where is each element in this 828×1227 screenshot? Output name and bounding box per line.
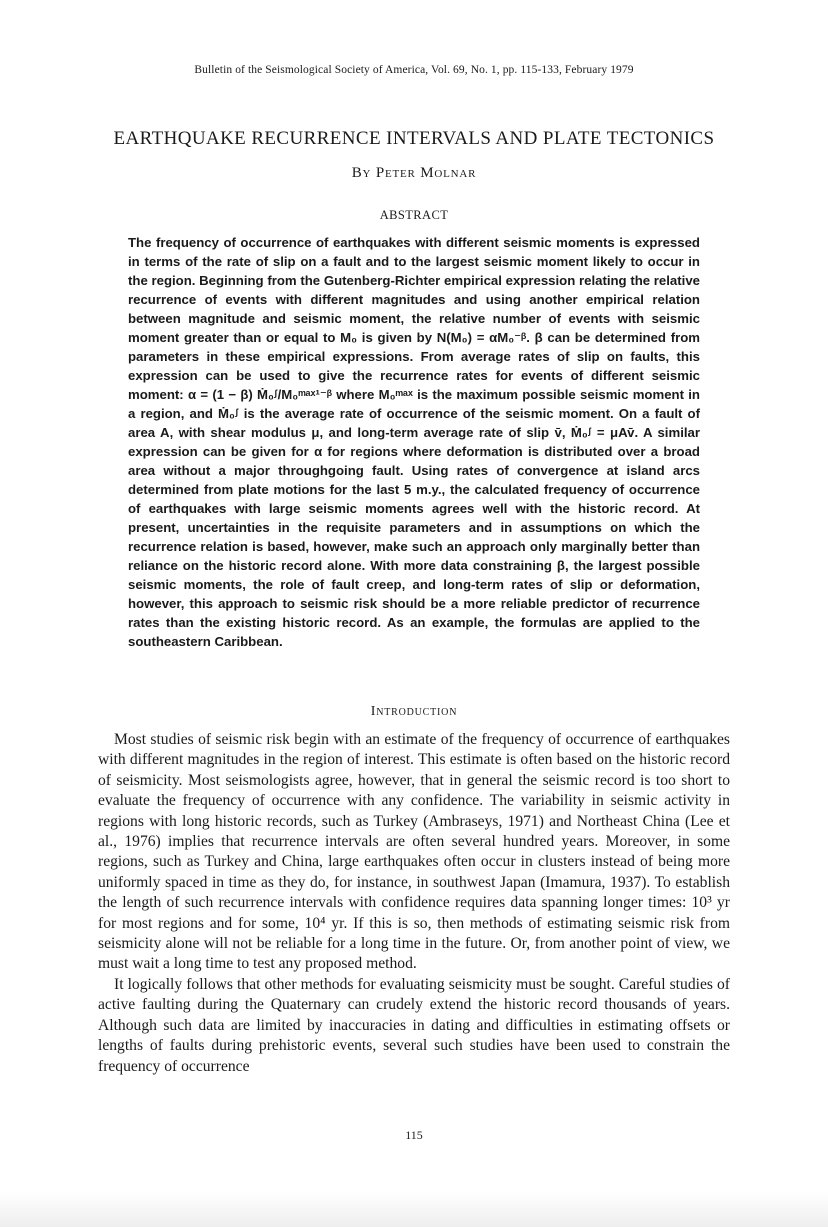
introduction-body xyxy=(98,730,730,1077)
abstract-heading: ABSTRACT xyxy=(379,208,449,222)
body-paragraph: It logically follows that other methods for evaluating seismicity must be sought. Careful studies of active faulting during the Quaternary can crudely extend the historic record thousands of years. Although such data are limited by inaccuracies in dating and difficulties in estimating offsets or lengths of faults during prehistoric events, several such studies have been used to constrain the frequency of occurrence xyxy=(98,975,730,1075)
journal-header: Bulletin of the Seismological Society of America, Vol. 69, No. 1, pp. 115-133, February 1979 xyxy=(194,64,634,76)
body-paragraph: Most studies of seismic risk begin with an estimate of the frequency of occurrence of earthquakes with different magnitudes in the region of interest. This estimate is often based on the historic record of seismicity. Most seismologists agree, however, that in general the seismic record is too short to evaluate the frequency of occurrence with any confidence. The variability in seismic activity in regions with long historic records, such as Turkey (Ambraseys, 1971) and Northeast China (Lee et al., 1976) implies that recurrence intervals are often several hundred years. Moreover, in some regions, such as Turkey and China, large earthquakes often occur in clusters instead of being more uniformly spaced in time as they do, for instance, in southwest Japan (Imamura, 1937). To establish the length of such recurrence intervals with confidence requires data spanning longer times: 10³ yr for most regions and for some, 10⁴ yr. If this is so, then methods of estimating seismic risk from seismicity alone will not be reliable for a long time in the future. Or, from another point of view, we must wait a long time to test any proposed method. xyxy=(98,731,730,973)
page-number: 115 xyxy=(405,1128,423,1142)
scan-edge-shadow xyxy=(0,1192,828,1227)
paper-title: EARTHQUAKE RECURRENCE INTERVALS AND PLATE TECTONICS xyxy=(113,128,715,149)
abstract-text: The frequency of occurrence of earthquakes with different seismic moments is expressed in terms of the rate of slip on a fault and to the largest seismic moment likely to occur in the region. Beginning from the Gutenberg-Richter empirical expression relating the relative recurrence of events with different magnitudes and using another empirical relation between magnitude and seismic moment, the relative number of events with seismic moment greater than or equal to M₀ is given by N(M₀) = αM₀⁻ᵝ. β can be determined from parameters in these empirical expressions. From average rates of slip on faults, this expression can be used to give the recurrence rates for events of different seismic moment: α = (1 − β) Ṁ₀ᶴ/M₀ᵐᵃˣ¹⁻ᵝ where M₀ᵐᵃˣ is the maximum possible seismic moment in a region, and Ṁ₀ᶴ is the average rate of occurrence of the seismic moment. On a fault of area A, with shear modulus μ, and long-term average rate of slip v̄, Ṁ₀ᶴ = μAv̄. A similar expression can be given for α for regions where deformation is distributed over a broad area without a major throughgoing fault. Using rates of convergence at island arcs determined from plate motions for the last 5 m.y., the calculated frequency of occurrence of earthquakes with large seismic moments agrees well with the historic record. At present, uncertainties in the requisite parameters and in assumptions on which the recurrence relation is based, however, make such an approach only marginally better than reliance on the historic record alone. With more data constraining β, the largest possible seismic moments, the role of fault creep, and long-term rates of slip or deformation, however, this approach to seismic risk should be a more reliable predictor of recurrence rates than the existing historic record. As an example, the formulas are applied to the southeastern Caribbean. xyxy=(128,235,700,649)
introduction-heading: Introduction xyxy=(370,704,458,719)
author-byline: By Peter Molnar xyxy=(351,165,477,181)
